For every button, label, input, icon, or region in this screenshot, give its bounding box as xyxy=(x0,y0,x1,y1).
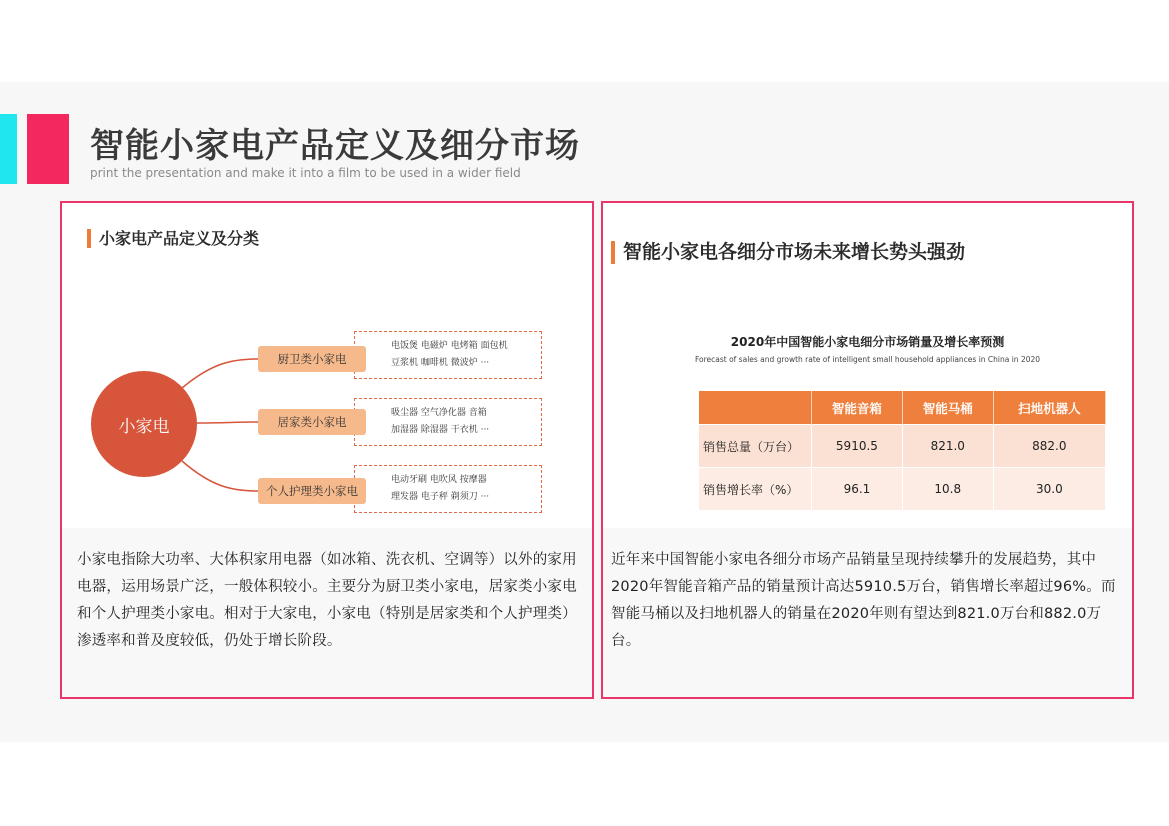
definition-panel xyxy=(60,201,594,699)
table-header-row xyxy=(699,391,1106,425)
kitchen-appliances-line-1: 电饭煲 电磁炉 电烤箱 面包机 xyxy=(391,341,508,351)
table-title: 2020年中国智能小家电细分市场销量及增长率预测 xyxy=(730,335,1005,349)
category-personal-care: 个人护理类小家电 xyxy=(258,478,366,504)
mind-map-area xyxy=(62,203,592,528)
kitchen-appliances-line-2: 豆浆机 咖啡机 微波炉 ··· xyxy=(391,358,490,368)
table-header-robot-vacuum: 扫地机器人 xyxy=(993,391,1105,425)
page-title: 智能小家电产品定义及细分市场 xyxy=(90,126,580,166)
table-header-smart-toilet: 智能马桶 xyxy=(902,391,993,425)
personal-care-list xyxy=(354,465,542,513)
page-subtitle: print the presentation and make it into a film to be used in a wider field xyxy=(90,166,521,180)
market-description: 近年来中国智能小家电各细分市场产品销量呈现持续攀升的发展趋势，其中2020年智能音箱产品的销量预计高达5910.5万台，销售增长率超过96%。而智能马桶以及扫地机器人的销量在2020年则有望达到821.0万台和882.0万台。 xyxy=(611,552,1116,649)
definition-heading: 小家电产品定义及分类 xyxy=(87,229,259,248)
category-kitchen: 厨卫类小家电 xyxy=(258,346,366,372)
definition-description-box xyxy=(62,528,592,699)
table-cell: 30.0 xyxy=(993,468,1105,511)
market-heading: 智能小家电各细分市场未来增长势头强劲 xyxy=(611,241,965,264)
market-panel xyxy=(601,201,1134,699)
home-appliances-line-1: 吸尘器 空气净化器 音箱 xyxy=(391,408,487,418)
accent-bar-cyan xyxy=(0,114,17,184)
table-row xyxy=(699,468,1106,511)
table-subtitle: Forecast of sales and growth rate of intelligent small household appliances in China in 2020 xyxy=(694,355,1041,364)
kitchen-appliances-list xyxy=(354,331,542,379)
home-appliances-list xyxy=(354,398,542,446)
table-cell: 882.0 xyxy=(993,425,1105,468)
table-cell: 821.0 xyxy=(902,425,993,468)
table-cell: 96.1 xyxy=(812,468,903,511)
personal-care-line-2: 理发器 电子秤 剃须刀 ··· xyxy=(391,492,490,502)
forecast-table xyxy=(699,391,1106,510)
row-label-growth: 销售增长率（%） xyxy=(699,468,812,511)
row-label-sales: 销售总量（万台） xyxy=(699,425,812,468)
accent-bar-red xyxy=(27,114,69,184)
table-cell: 10.8 xyxy=(902,468,993,511)
mind-map-hub: 小家电 xyxy=(91,371,197,477)
table-header-corner xyxy=(699,391,812,425)
market-description-box xyxy=(603,528,1132,699)
home-appliances-line-2: 加湿器 除湿器 干衣机 ··· xyxy=(391,425,490,435)
personal-care-line-1: 电动牙刷 电吹风 按摩器 xyxy=(391,475,487,485)
definition-description: 小家电指除大功率、大体积家用电器（如冰箱、洗衣机、空调等）以外的家用电器，运用场景广泛，一般体积较小。主要分为厨卫类小家电，居家类小家电和个人护理类小家电。相对于大家电，小家电（特别是居家类和个人护理类）渗透率和普及度较低，仍处于增长阶段。 xyxy=(77,552,577,649)
table-header-smart-speaker: 智能音箱 xyxy=(812,391,903,425)
forecast-table-area xyxy=(603,203,1132,528)
table-row xyxy=(699,425,1106,468)
table-cell: 5910.5 xyxy=(812,425,903,468)
category-home: 居家类小家电 xyxy=(258,409,366,435)
